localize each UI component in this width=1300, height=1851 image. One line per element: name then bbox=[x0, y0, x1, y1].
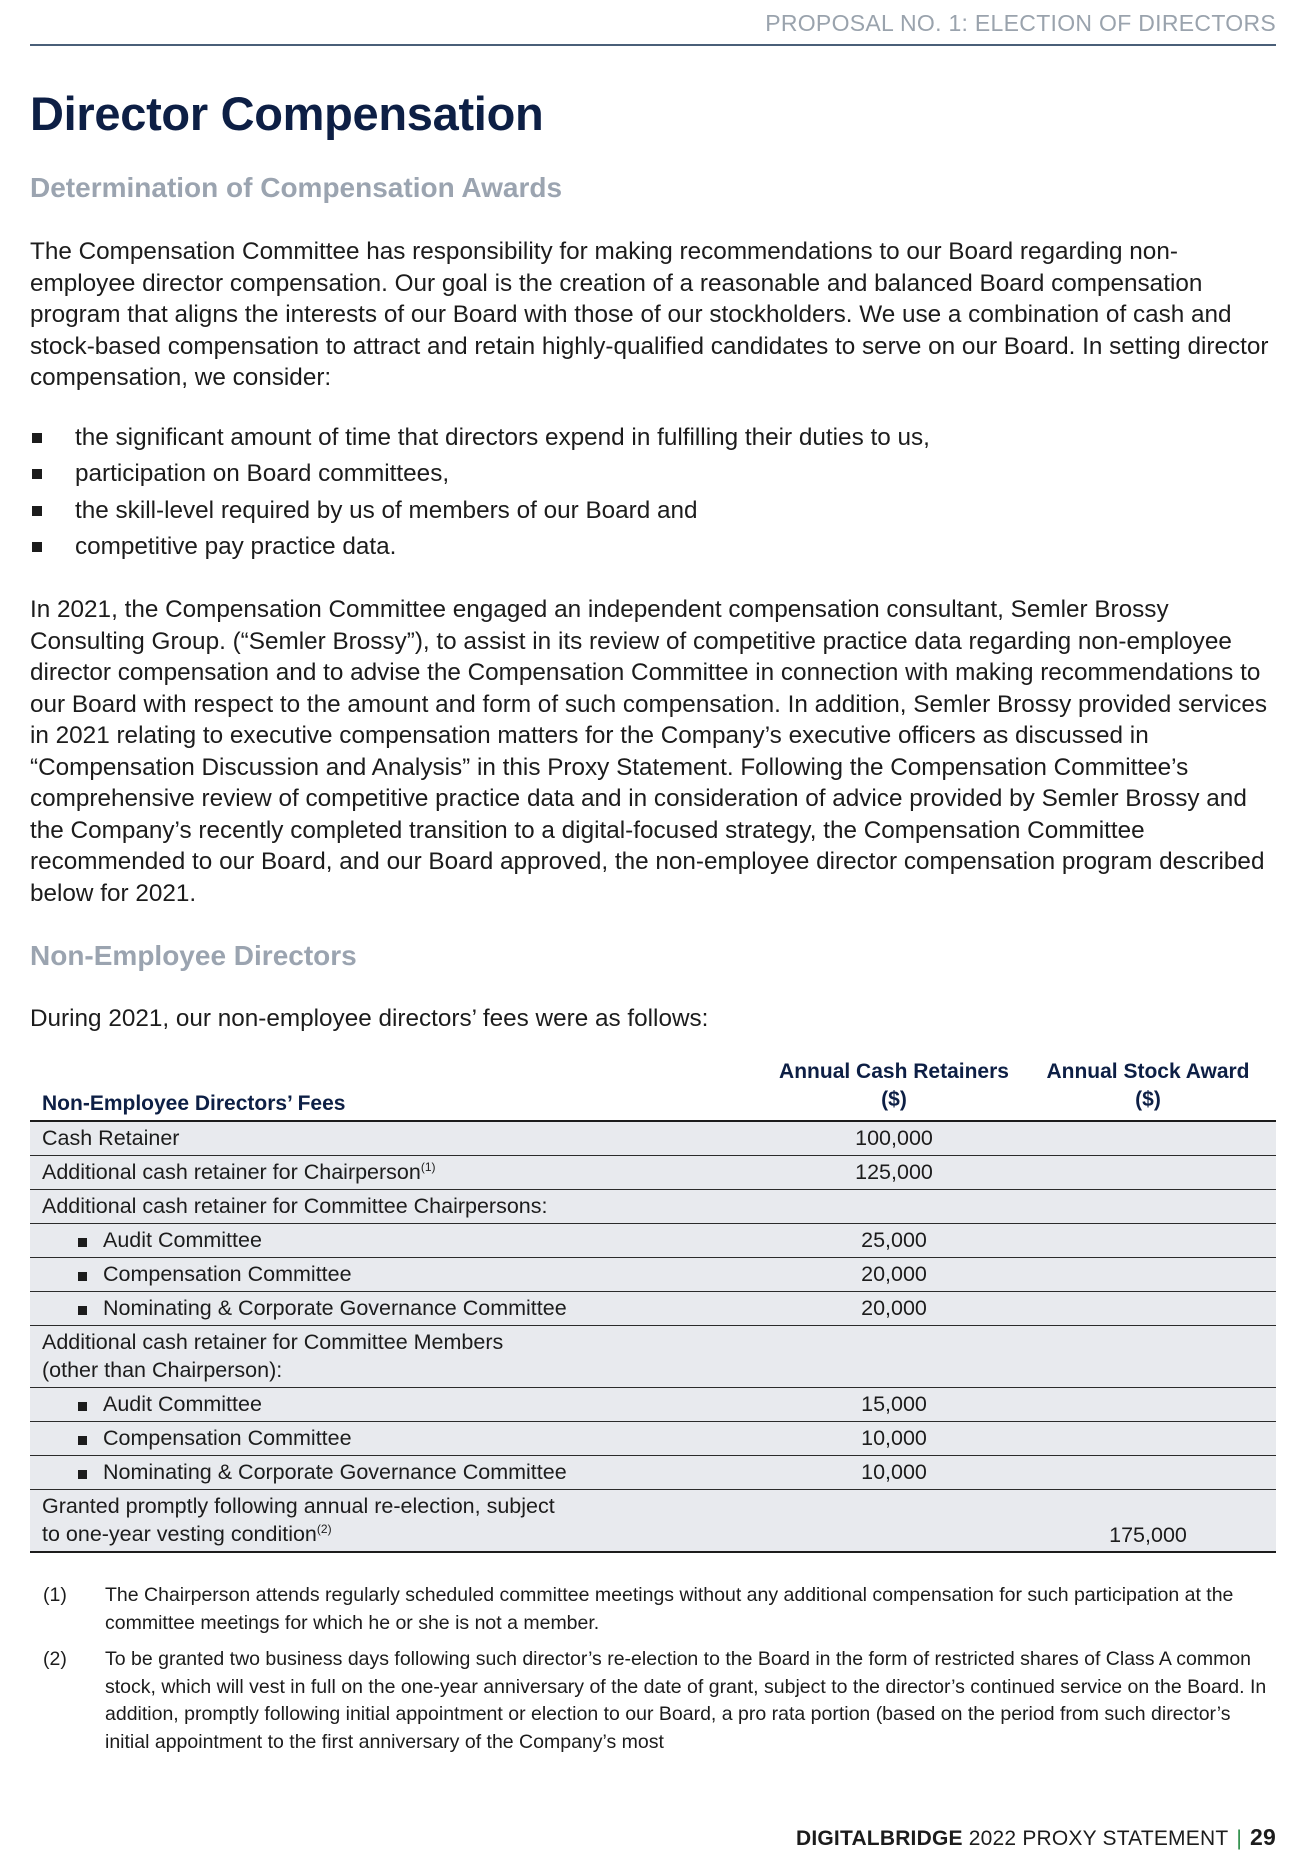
footnote-ref: (2) bbox=[316, 1522, 332, 1536]
section-heading-determination: Determination of Compensation Awards bbox=[30, 172, 563, 203]
table-header bbox=[30, 1058, 1276, 1122]
list-item: competitive pay practice data. bbox=[30, 529, 930, 565]
consideration-list bbox=[30, 420, 930, 565]
table-row: Nominating & Corporate Governance Committee 10,000 bbox=[30, 1456, 1276, 1490]
square-bullet-icon bbox=[78, 1436, 87, 1445]
square-bullet-icon bbox=[32, 506, 42, 516]
non-employee-intro: During 2021, our non-employee directors’ fees were as follows: bbox=[30, 1005, 709, 1032]
table-row: Compensation Committee 20,000 bbox=[30, 1258, 1276, 1292]
list-item: the skill-level required by us of members of our Board and bbox=[30, 493, 930, 529]
document-page bbox=[30, 0, 1276, 1850]
footnote: (2) To be granted two business days following such director’s re-election to the Board in the form of restricted shares of Class A common stock, which will vest in full on the one-year anniversary of the date of grant, subject to the director’s continued service on the Board. In addition, promptly following initial appointment or election to our Board, a pro rata portion (based on the period from such director’s initial appointment to the first anniversary of the Company’s most bbox=[43, 1648, 1267, 1753]
table-row: Additional cash retainer for Committee Chairpersons: bbox=[30, 1190, 1276, 1224]
fees-table bbox=[30, 1058, 1276, 1553]
footnote: (1) The Chairperson attends regularly scheduled committee meetings without any additional compensation for such participation at the committee meetings for which he or she is not a member. bbox=[43, 1584, 1234, 1634]
table-row: Additional cash retainer for Chairperson$^{(1)}$ 125,000 bbox=[30, 1156, 1276, 1190]
list-item: the significant amount of time that directors expend in fulfilling their duties to us, bbox=[30, 420, 930, 456]
table-row: Granted promptly following annual re-election, subject to one-year vesting condition$^{(2)}$ 175,000 bbox=[30, 1490, 1276, 1553]
square-bullet-icon bbox=[32, 469, 42, 479]
section-heading-non-employee: Non-Employee Directors bbox=[30, 940, 357, 971]
table-row: Cash Retainer 100,000 bbox=[30, 1122, 1276, 1156]
footnote-ref: (1) bbox=[420, 1160, 436, 1174]
running-head: PROPOSAL NO. 1: ELECTION OF DIRECTORS bbox=[765, 10, 1276, 36]
square-bullet-icon bbox=[32, 433, 42, 443]
header-rule bbox=[30, 44, 1276, 46]
page-number: 29 bbox=[1250, 1824, 1276, 1850]
square-bullet-icon bbox=[78, 1402, 87, 1411]
table-row: Audit Committee 25,000 bbox=[30, 1224, 1276, 1258]
table-row: Additional cash retainer for Committee Members (other than Chairperson): bbox=[30, 1326, 1276, 1388]
table-row: Nominating & Corporate Governance Committee 20,000 bbox=[30, 1292, 1276, 1326]
footnotes bbox=[30, 1582, 1276, 1765]
square-bullet-icon bbox=[78, 1238, 87, 1247]
column-header-stock: Annual Stock Award ($) bbox=[1046, 1060, 1250, 1111]
column-header-fees: Non-Employee Directors’ Fees bbox=[42, 1092, 346, 1115]
square-bullet-icon bbox=[78, 1470, 87, 1479]
footer-brand: DIGITALBRIDGE bbox=[796, 1827, 963, 1850]
footer-doc: 2022 PROXY STATEMENT bbox=[968, 1827, 1229, 1850]
square-bullet-icon bbox=[78, 1272, 87, 1281]
square-bullet-icon bbox=[78, 1306, 87, 1315]
list-item: participation on Board committees, bbox=[30, 456, 930, 492]
column-header-cash: Annual Cash Retainers ($) bbox=[779, 1060, 1009, 1111]
table-row: Audit Committee 15,000 bbox=[30, 1388, 1276, 1422]
footer-separator: | bbox=[1236, 1827, 1243, 1850]
square-bullet-icon bbox=[32, 542, 42, 552]
table-row: Compensation Committee 10,000 bbox=[30, 1422, 1276, 1456]
consultant-paragraph: In 2021, the Compensation Committee engaged an independent compensation consultant, Semler Brossy Consulting Group. (“Semler Brossy”), to assist in its review of competitive practice data regarding non-employee director compensation and to advise the Compensation Committee in connection with making recommendations to our Board with respect to the amount and form of such compensation. In addition, Semler Brossy provided services in 2021 relating to executive compensation matters for the Company’s executive officers as discussed in “Compensation Discussion and Analysis” in this Proxy Statement. Following the Compensation Committee’s comprehensive review of competitive practice data and in consideration of advice provided by Semler Brossy and the Company’s recently completed transition to a digital-focused strategy, the Compensation Committee recommended to our Board, and our Board approved, the non-employee director compensation program described below for 2021. bbox=[30, 596, 1268, 907]
determination-intro: The Compensation Committee has responsibility for making recommendations to our Board regarding non-employee director compensation. Our goal is the creation of a reasonable and balanced Board compensation program that aligns the interests of our Board with those of our stockholders. We use a combination of cash and stock-based compensation to attract and retain highly-qualified candidates to serve on our Board. In setting director compensation, we consider: bbox=[30, 238, 1269, 391]
page-title: Director Compensation bbox=[30, 87, 544, 140]
